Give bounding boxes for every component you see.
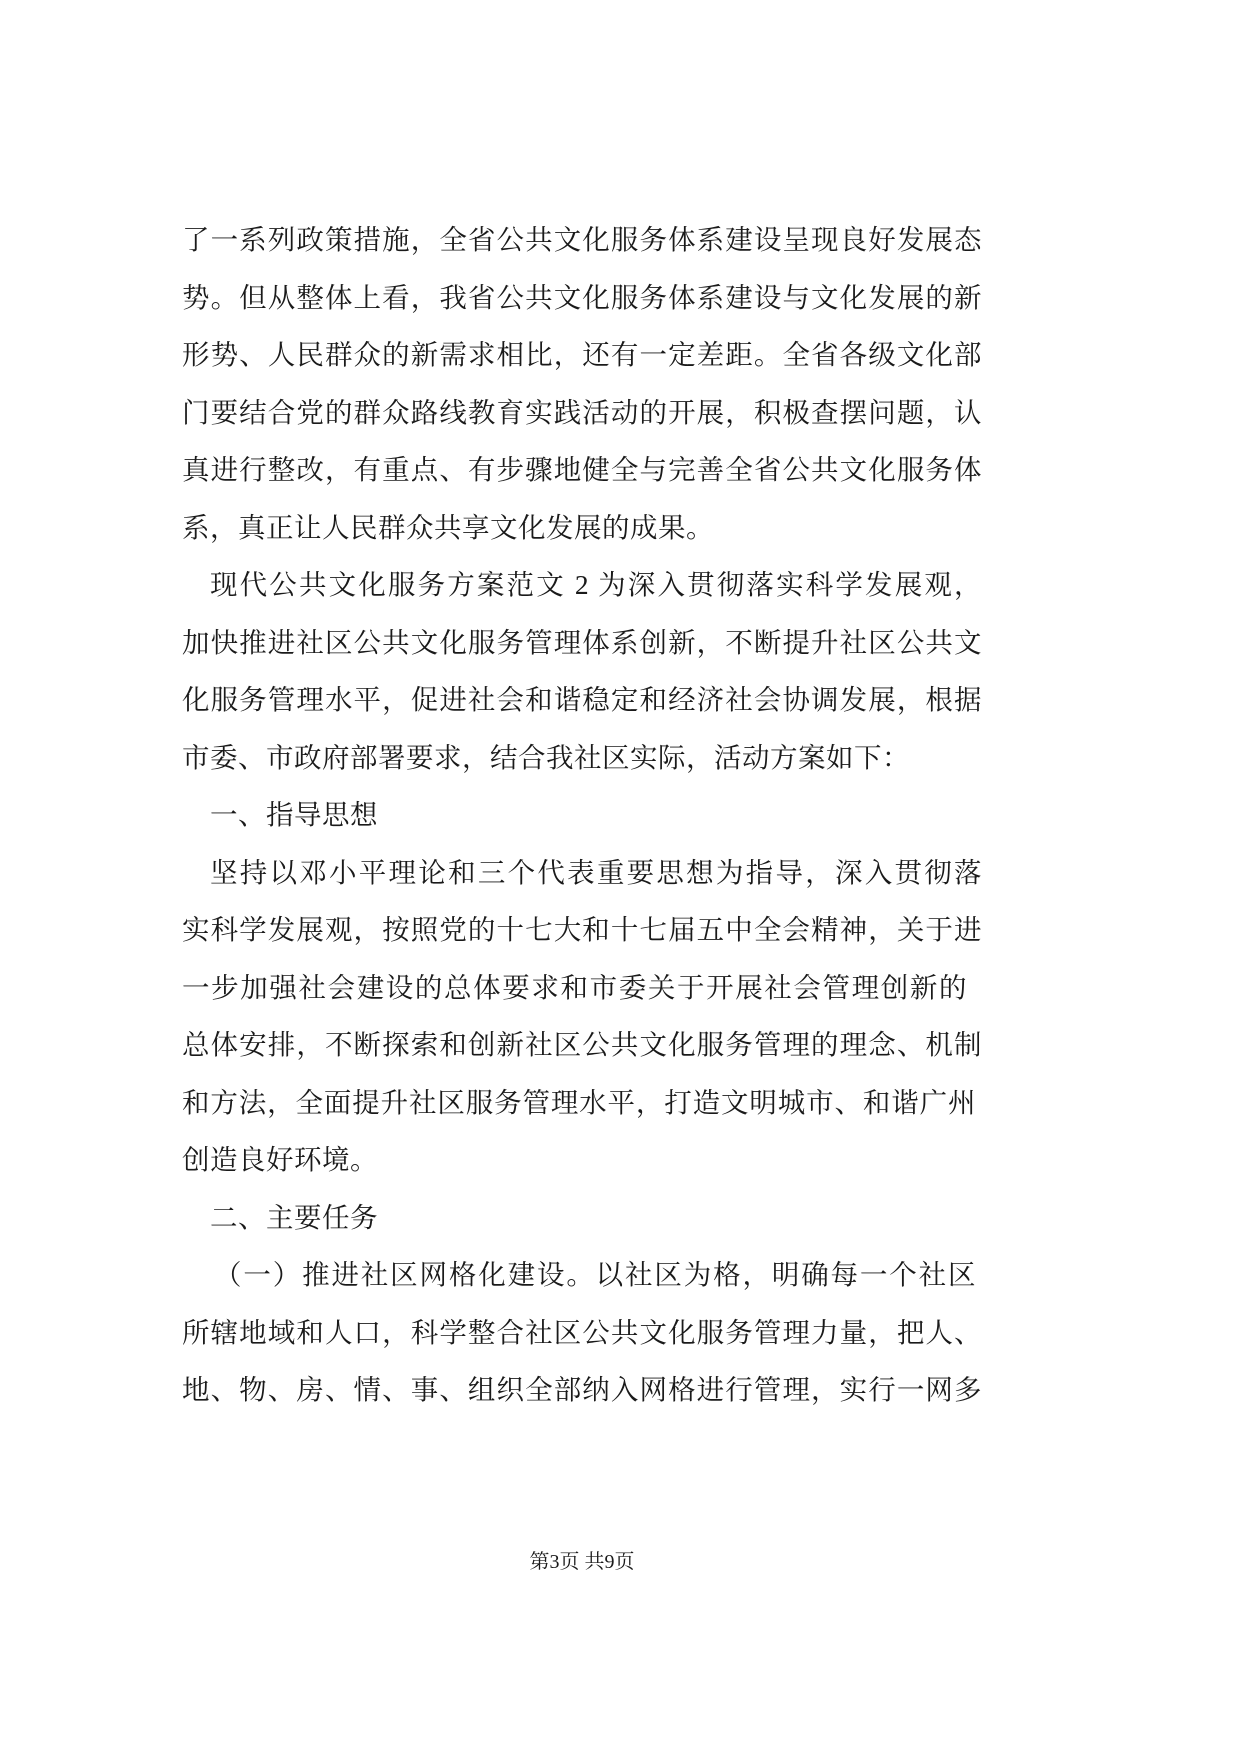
text-line: 了一系列政策措施，全省公共文化服务体系建设呈现良好发展态 [182,224,982,255]
text-line: 加快推进社区公共文化服务管理体系创新，不断提升社区公共文 [182,626,982,658]
section-heading-text: 一、指导思想 [210,799,378,830]
section-heading [182,1189,982,1247]
text-line: 系，真正让人民群众共享文化发展的成果。 [182,511,714,543]
text-line: 所辖地域和人口，科学整合社区公共文化服务管理力量，把人、 [182,1316,982,1348]
text-line: 化服务管理水平，促进社会和谐稳定和经济社会协调发展，根据 [182,684,982,715]
paragraph [182,556,982,786]
section-heading [182,786,982,844]
text-line: 门要结合党的群众路线教育实践活动的开展，积极查摆问题，认 [182,396,982,428]
text-line: 势。但从整体上看，我省公共文化服务体系建设与文化发展的新 [182,281,982,313]
text-line: 现代公共文化服务方案范文 2 为深入贯彻落实科学发展观， [210,569,982,600]
text-line: 地、物、房、情、事、组织全部纳入网格进行管理，实行一网多 [182,1374,982,1405]
document-body [182,211,982,1419]
paragraph [182,211,982,556]
text-line: 真进行整改，有重点、有步骤地健全与完善全省公共文化服务体 [182,454,982,485]
section-heading-text: 二、主要任务 [210,1201,378,1233]
text-line: 总体安排，不断探索和创新社区公共文化服务管理的理念、机制 [182,1029,982,1060]
text-line: 实科学发展观，按照党的十七大和十七届五中全会精神，关于进 [182,914,982,945]
paragraph [182,844,982,1189]
text-line: 一步加强社会建设的总体要求和市委关于开展社会管理创新的 [182,971,967,1003]
text-line: 创造良好环境。 [182,1144,378,1175]
page-footer: 第3页 共9页 [529,1551,635,1573]
text-line: 市委、市政府部署要求，结合我社区实际，活动方案如下： [182,741,910,773]
text-line: （一）推进社区网格化建设。以社区为格，明确每一个社区 [214,1259,976,1290]
paragraph [182,1246,982,1419]
text-line: 形势、人民群众的新需求相比，还有一定差距。全省各级文化部 [182,339,982,370]
text-line: 和方法，全面提升社区服务管理水平，打造文明城市、和谐广州 [182,1086,976,1118]
text-line: 坚持以邓小平理论和三个代表重要思想为指导，深入贯彻落 [210,856,982,888]
